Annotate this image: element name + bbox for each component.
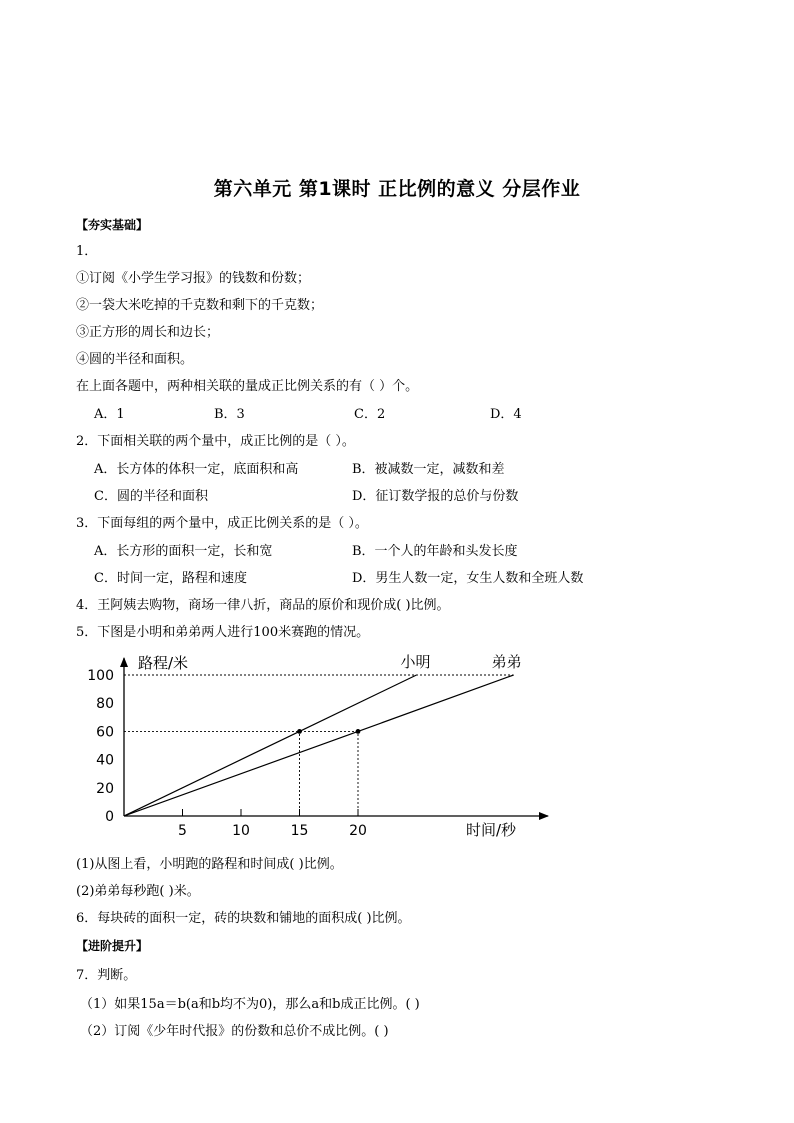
q1-option-a: A．1 — [94, 407, 125, 422]
q1-item-1: ①订阅《小学生学习报》的钱数和份数； — [76, 271, 311, 286]
x-axis-label: 时间/秒 — [466, 821, 517, 839]
y-tick-label-40: 40 — [96, 752, 114, 769]
q3-option-b: B．一个人的年龄和头发长度 — [352, 544, 518, 559]
q2-option-d: D．征订数学报的总价与份数 — [352, 489, 519, 504]
q1-item-3: ③正方形的周长和边长； — [76, 325, 220, 340]
x-tick-label-10: 10 — [232, 823, 250, 839]
q2-option-c: C．圆的半径和面积 — [94, 489, 208, 504]
y-tick-label-80: 80 — [96, 696, 114, 713]
series-label-1: 小明 — [400, 653, 431, 671]
y-tick-label-60: 60 — [96, 724, 114, 741]
y-tick-label-0: 0 — [105, 809, 114, 825]
y-tick-label-100: 100 — [87, 668, 114, 684]
q1-stem: 在上面各题中，两种相关联的量成正比例关系的有（ ）个。 — [76, 379, 419, 394]
series-label-2: 弟弟 — [491, 653, 522, 671]
q1-item-2: ②一袋大米吃掉的千克数和剩下的千克数； — [76, 298, 324, 313]
series-2-point-60 — [356, 729, 361, 734]
section-heading-basic: 【夯实基础】 — [76, 218, 149, 232]
x-tick-label-20: 20 — [349, 823, 367, 839]
q3-option-a: A．长方形的面积一定，长和宽 — [94, 544, 273, 559]
q7-sub1: （1）如果15a＝b(a和b均不为0)，那么a和b成正比例。( ) — [80, 997, 420, 1012]
section-heading-advanced: 【进阶提升】 — [76, 939, 149, 953]
q3-option-d: D．男生人数一定，女生人数和全班人数 — [352, 571, 584, 586]
q6-text: 6．每块砖的面积一定，砖的块数和铺地的面积成( )比例。 — [76, 911, 411, 926]
q3-stem: 3．下面每组的两个量中，成正比例关系的是（ ）。 — [76, 516, 368, 531]
q2-option-a: A．长方体的体积一定，底面积和高 — [94, 462, 299, 477]
q1-item-4: ④圆的半径和面积。 — [76, 352, 194, 367]
q1-option-b: B．3 — [214, 407, 245, 422]
x-tick-label-15: 15 — [290, 823, 309, 839]
q5-sub1: (1)从图上看，小明跑的路程和时间成( )比例。 — [76, 857, 343, 872]
q1-number: 1． — [76, 244, 98, 259]
y-axis-label: 路程/米 — [138, 654, 189, 672]
q7-stem: 7．判断。 — [76, 968, 137, 983]
series-1-point-60 — [297, 729, 302, 734]
q2-option-b: B．被减数一定，减数和差 — [352, 462, 505, 477]
q4-text: 4．王阿姨去购物，商场一律八折，商品的原价和现价成( )比例。 — [76, 598, 450, 613]
q5-sub2: (2)弟弟每秒跑( )米。 — [76, 884, 200, 899]
q2-stem: 2．下面相关联的两个量中，成正比例的是（ ）。 — [76, 434, 355, 449]
x-tick-label-5: 5 — [178, 823, 187, 839]
page-title: 第六单元 第1课时 正比例的意义 分层作业 — [213, 178, 581, 200]
q5-stem: 5．下图是小明和弟弟两人进行100米赛跑的情况。 — [76, 625, 370, 640]
q1-option-d: D．4 — [490, 407, 522, 422]
race-line-chart — [84, 650, 564, 842]
q3-option-c: C．时间一定，路程和速度 — [94, 571, 247, 586]
y-tick-label-20: 20 — [96, 780, 114, 797]
series-line-2 — [124, 675, 514, 816]
q7-sub2: （2）订阅《少年时代报》的份数和总价不成比例。( ) — [80, 1024, 389, 1039]
series-line-1 — [124, 675, 417, 816]
q1-option-c: C．2 — [354, 407, 386, 422]
